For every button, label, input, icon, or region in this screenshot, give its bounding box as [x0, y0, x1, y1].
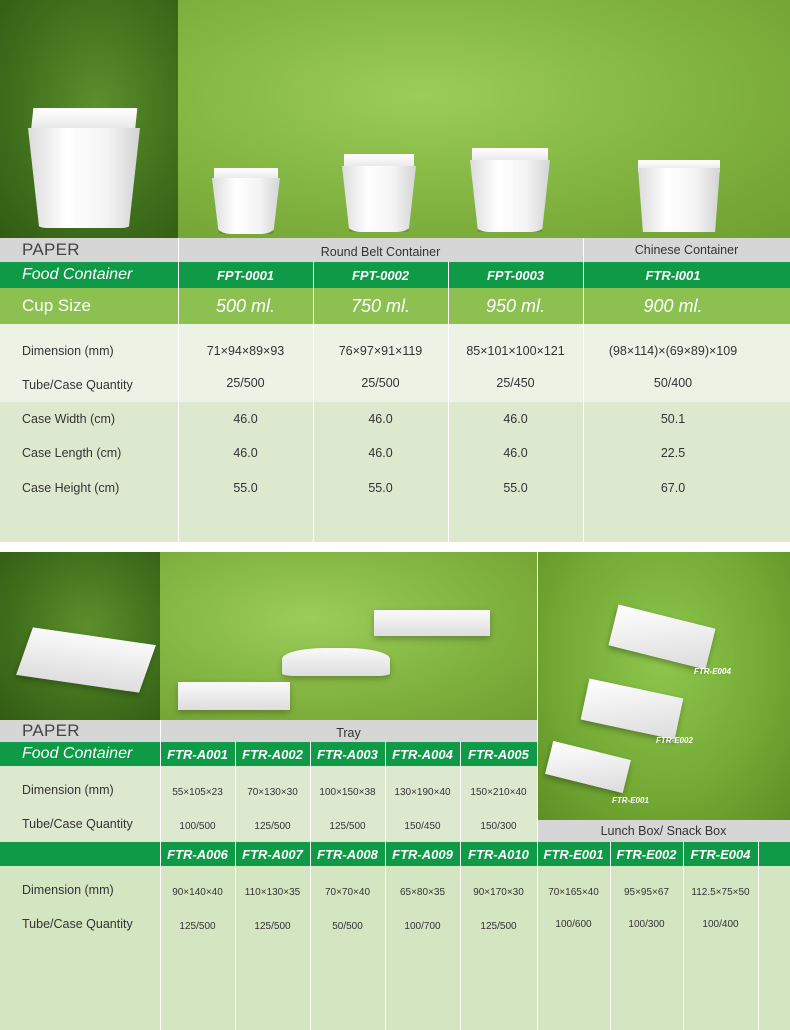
hero-cup-image — [28, 108, 140, 230]
s2-cell: 70×70×40 — [324, 886, 371, 898]
s2-code-a-4: FTR-A004 — [392, 746, 453, 762]
s1-cell: 46.0 — [503, 446, 528, 460]
s1-cup-size-3: 950 ml. — [485, 295, 546, 316]
s2-cell: 90×140×40 — [172, 886, 223, 898]
s2-cell: 150/300 — [480, 820, 517, 832]
s1-cell: 46.0 — [233, 412, 258, 426]
s2-cell: 150/450 — [404, 820, 441, 832]
s2-cell: 90×170×30 — [473, 886, 524, 898]
lunchbox-label-e002: FTR-E002 — [656, 736, 693, 745]
s1-cell: 46.0 — [503, 412, 528, 426]
s2-code-b-1: FTR-A006 — [167, 846, 228, 862]
s2-cell: 100/500 — [179, 820, 216, 832]
s1-code-3: FPT-0003 — [486, 267, 545, 283]
lunchbox-label-e004: FTR-E004 — [694, 667, 731, 676]
s1-cell: 85×101×100×121 — [466, 344, 565, 358]
s2-cell: 130×190×40 — [394, 786, 451, 798]
cup-image-ftr-i001 — [638, 160, 720, 232]
s1-cell: 67.0 — [660, 481, 686, 495]
s1-cell: 55.0 — [233, 481, 258, 495]
s1-cell: 50.1 — [660, 412, 686, 426]
tray-image-a001 — [178, 682, 290, 710]
s2-cell: 150×210×40 — [470, 786, 527, 798]
lunchbox-label-e001: FTR-E001 — [612, 796, 649, 805]
s2-code-b-8: FTR-E004 — [690, 846, 751, 862]
s1-cell: 76×97×91×119 — [338, 344, 423, 358]
cup-image-fpt-0001 — [212, 168, 280, 236]
s2-cell: 50/500 — [332, 920, 363, 932]
s2-code-b-3: FTR-A008 — [317, 846, 378, 862]
s1-cup-size-label: Cup Size — [22, 296, 91, 315]
s2-cell: 110×130×35 — [244, 886, 301, 898]
s1-cell: 25/450 — [496, 376, 535, 390]
s1-row-label-quantity: Tube/Case Quantity — [22, 378, 133, 392]
s1-food-container-label: Food Container — [22, 266, 133, 283]
s2-cell: 100/600 — [555, 918, 592, 930]
s2-cell: 112.5×75×50 — [691, 886, 750, 898]
s2-row-label-dimension-b: Dimension (mm) — [22, 883, 114, 897]
s2-cell: 100/700 — [404, 920, 441, 932]
s1-group-round-belt: Round Belt Container — [320, 245, 441, 259]
s2-cell: 65×80×35 — [399, 886, 446, 898]
s2-code-b-6: FTR-E001 — [543, 846, 604, 862]
s2-group-tray: Tray — [336, 726, 361, 740]
s2-cell: 125/500 — [254, 920, 291, 932]
s1-cell: 55.0 — [368, 481, 393, 495]
s1-cell: 46.0 — [233, 446, 258, 460]
s2-food-container-label: Food Container — [22, 745, 133, 762]
s1-cell: 46.0 — [368, 412, 393, 426]
s2-cell: 125/500 — [480, 920, 517, 932]
s1-cell: 22.5 — [660, 446, 686, 460]
s2-code-b-5: FTR-A010 — [468, 846, 529, 862]
s2-cell: 55×105×23 — [172, 786, 223, 798]
s2-row-label-dimension-a: Dimension (mm) — [22, 783, 114, 797]
s2-code-b-2: FTR-A007 — [242, 846, 303, 862]
s2-paper-label: PAPER — [22, 721, 80, 740]
s2-code-a-1: FTR-A001 — [167, 746, 228, 762]
s2-cell: 95×95×67 — [623, 886, 670, 898]
tray-image-a003 — [282, 648, 390, 676]
s1-cell: 25/500 — [361, 376, 400, 390]
s1-cell: 25/500 — [226, 376, 265, 390]
tray-image-a005 — [374, 610, 490, 636]
s1-code-2: FPT-0002 — [351, 267, 410, 283]
s1-cell: 50/400 — [653, 376, 693, 390]
s2-code-a-5: FTR-A005 — [468, 746, 529, 762]
s1-row-label-dimension: Dimension (mm) — [22, 344, 114, 358]
s1-cell: 46.0 — [368, 446, 393, 460]
s2-cell: 100/300 — [628, 918, 665, 930]
s2-cell: 70×130×30 — [247, 786, 298, 798]
s2-cell: 100×150×38 — [319, 786, 376, 798]
s1-row-label-case-length: Case Length (cm) — [22, 446, 122, 460]
s2-code-a-2: FTR-A002 — [242, 746, 303, 762]
s1-row-label-case-width: Case Width (cm) — [22, 412, 116, 426]
s1-cup-size-4: 900 ml. — [643, 295, 703, 316]
s2-row-label-quantity-a: Tube/Case Quantity — [22, 817, 133, 831]
s1-group-chinese: Chinese Container — [634, 243, 739, 257]
s1-cup-size-1: 500 ml. — [215, 295, 276, 316]
s2-code-a-3: FTR-A003 — [317, 746, 378, 762]
s1-cell: 55.0 — [503, 481, 528, 495]
s2-cell: 125/500 — [254, 820, 291, 832]
s1-cell: (98×114)×(69×89)×109 — [608, 344, 738, 358]
s2-cell: 100/400 — [702, 918, 739, 930]
s2-code-b-4: FTR-A009 — [392, 846, 453, 862]
s1-code-4: FTR-I001 — [645, 267, 701, 283]
s2-cell: 125/500 — [329, 820, 366, 832]
s1-code-1: FPT-0001 — [216, 267, 275, 283]
s2-cell: 125/500 — [179, 920, 216, 932]
s1-cell: 71×94×89×93 — [206, 344, 285, 358]
s1-cup-size-2: 750 ml. — [350, 295, 411, 316]
s1-paper-label: PAPER — [22, 240, 80, 259]
s2-row-label-quantity-b: Tube/Case Quantity — [22, 917, 133, 931]
cup-image-fpt-0003 — [470, 148, 550, 234]
cup-image-fpt-0002 — [342, 154, 416, 234]
s1-row-label-case-height: Case Height (cm) — [22, 481, 120, 495]
s2-cell: 70×165×40 — [548, 886, 599, 898]
s2-group-lunch: Lunch Box/ Snack Box — [600, 824, 727, 838]
s2-code-b-7: FTR-E002 — [616, 846, 677, 862]
